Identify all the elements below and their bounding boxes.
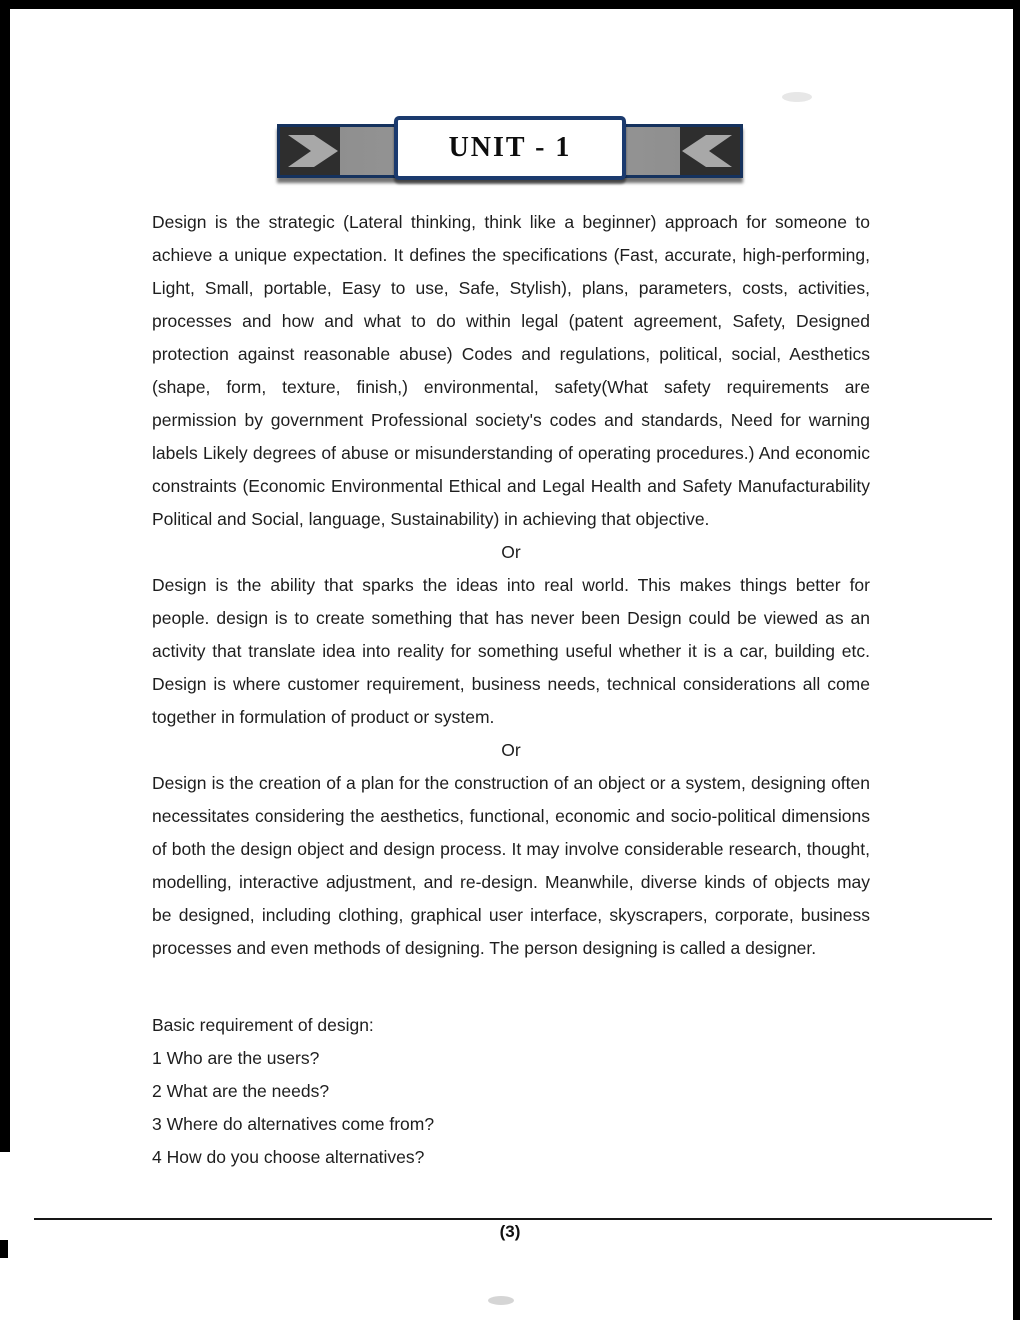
page-number: (3) xyxy=(499,1222,521,1241)
scan-smudge xyxy=(488,1296,514,1305)
footer-divider xyxy=(34,1218,992,1220)
ribbon-arrow-right-icon xyxy=(682,135,732,167)
unit-title: UNIT - 1 xyxy=(448,132,572,163)
document-body xyxy=(152,206,870,1174)
scan-edge-left-lower xyxy=(0,1240,8,1258)
paragraph-design-definition-3: Design is the creation of a plan for the construction of an object or a system, designing often necessitates considering the aesthetics, functional, economic and socio-political dimensions of both the design object and design process. It may involve considerable research, thought, modelling, interactive adjustment, and re-design. Meanwhile, diverse kinds of objects may be designed, including clothing, graphical user interface, skyscrapers, corporate, business processes and even methods of designing. The person designing is called a designer. xyxy=(152,773,870,958)
scan-edge-right xyxy=(1013,0,1020,1320)
requirement-item-3: 3 Where do alternatives come from? xyxy=(152,1114,435,1134)
or-divider-1: Or xyxy=(501,542,521,562)
ribbon-arrow-left-icon xyxy=(288,135,338,167)
or-divider-2: Or xyxy=(501,740,521,760)
basic-requirements-section xyxy=(152,1009,870,1174)
paragraph-design-definition-2: Design is the ability that sparks the ideas into real world. This makes things better for people. design is to create something that has never been Design could be viewed as an activity that translate idea into reality for something useful whether it is a car, building etc. Design is where customer requirement, business needs, technical considerations all come together in formulation of product or system. xyxy=(152,575,870,727)
unit-title-box xyxy=(394,116,626,180)
scan-edge-top xyxy=(0,0,1020,9)
paragraph-design-definition-1: Design is the strategic (Lateral thinking, think like a beginner) approach for someone to achieve a unique expectation. It defines the specifications (Fast, accurate, high-performing, Light, Small, portable, Easy to use, Safe, Stylish), plans, parameters, costs, activities, processes and how and what to do within legal (patent agreement, Safety, Designed protection against reasonable abuse) Codes and regulations, political, social, Aesthetics (shape, form, texture, finish,) environmental, safety(What safety requirements are permission by government Professional society's codes and standards, Need for warning labels Likely degrees of abuse or misunderstanding of operating procedures.) And economic constraints (Economic Environmental Ethical and Legal Health and Safety Manufacturability Political and Social, language, Sustainability) in achieving that objective. xyxy=(152,212,870,529)
scan-edge-left xyxy=(0,0,10,1152)
requirement-item-4: 4 How do you choose alternatives? xyxy=(152,1147,425,1167)
scan-smudge xyxy=(782,92,812,102)
unit-banner xyxy=(277,116,743,188)
requirement-item-1: 1 Who are the users? xyxy=(152,1048,320,1068)
basic-requirements-title: Basic requirement of design: xyxy=(152,1015,374,1035)
requirement-item-2: 2 What are the needs? xyxy=(152,1081,330,1101)
